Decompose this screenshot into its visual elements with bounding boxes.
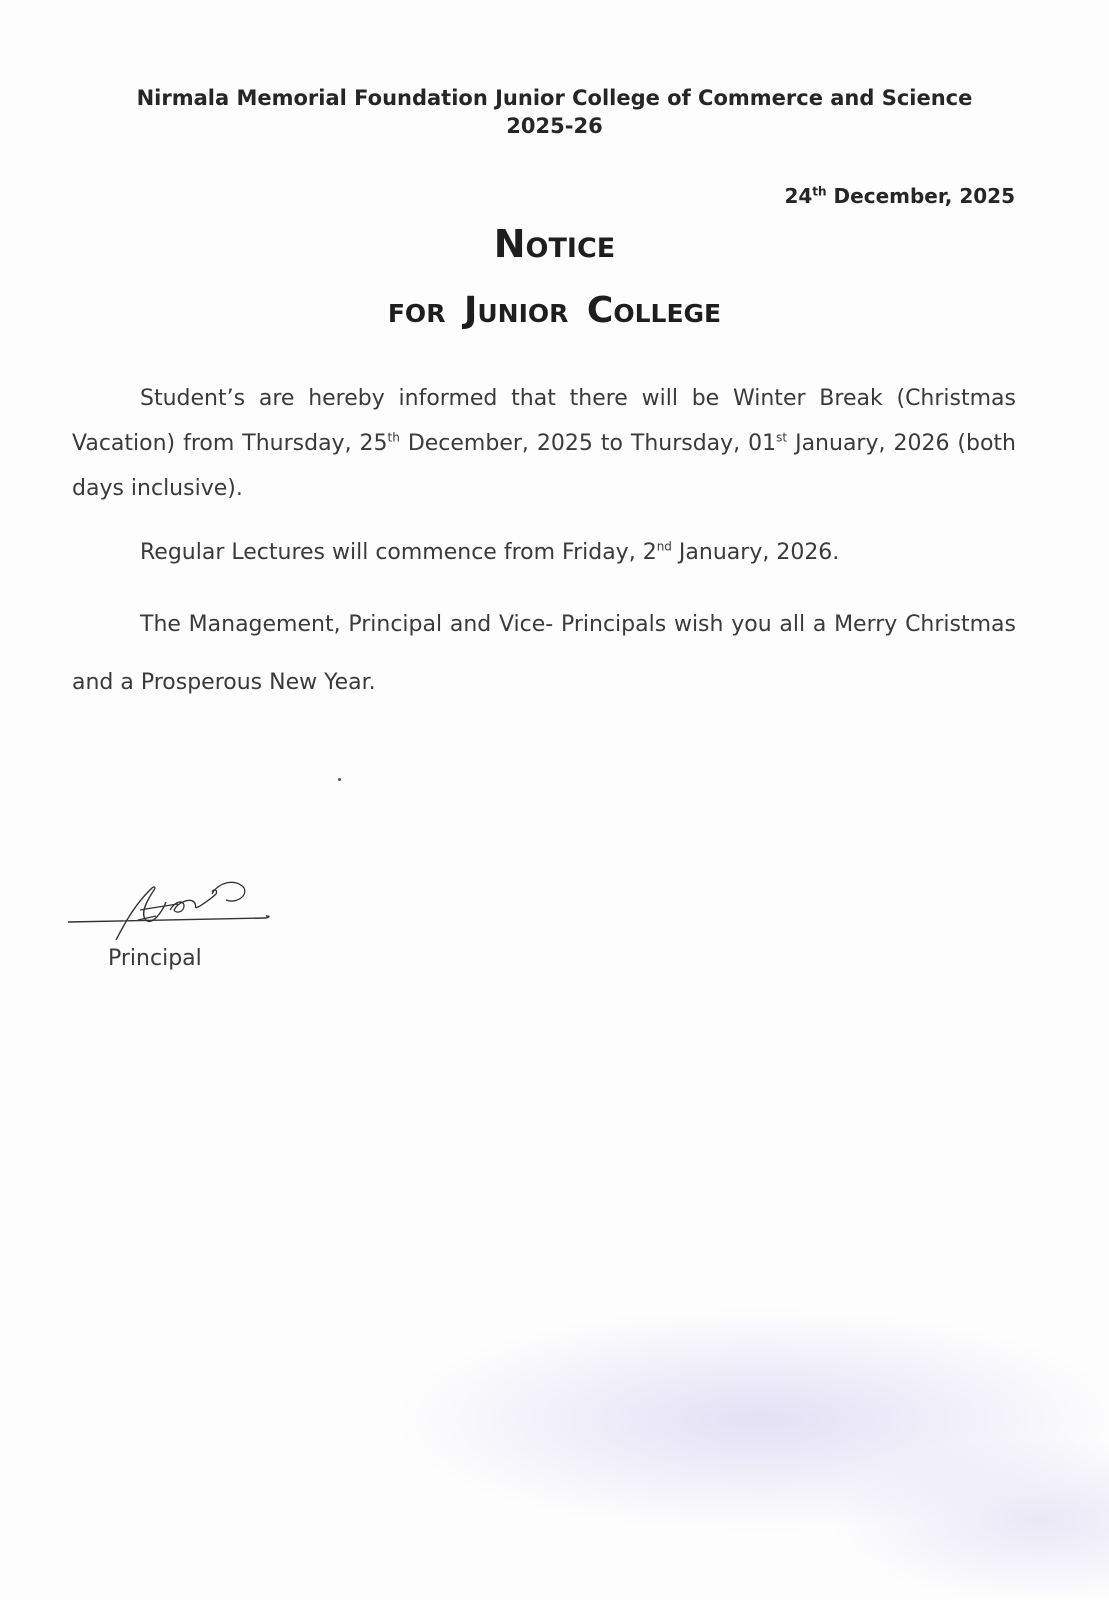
notice-subtitle: for Junior College [387, 290, 722, 331]
paragraph-lectures-resume: Regular Lectures will commence from Friday, 2nd January, 2026. [140, 539, 840, 565]
letterhead [0, 84, 1109, 140]
institution-name: Nirmala Memorial Foundation Junior College of Commerce and Science [136, 86, 973, 110]
notice-date: 24th December, 2025 [784, 184, 1015, 208]
paragraph-greetings: The Management, Principal and Vice- Principals wish you all a Merry Christmas and a Prosperous New Year. [72, 612, 1016, 695]
signatory-role: Principal [108, 946, 202, 971]
academic-year: 2025-26 [506, 114, 603, 138]
paragraph-winter-break: Student’s are hereby informed that there will be Winter Break (Christmas Vacation) from Thursday, 25th December, 2025 to Thursday, 01st January, 2026 (both days inclusive). [72, 386, 1016, 501]
principal-signature [66, 880, 286, 950]
notice-title: Notice [493, 222, 616, 266]
paper-speck [338, 778, 341, 781]
